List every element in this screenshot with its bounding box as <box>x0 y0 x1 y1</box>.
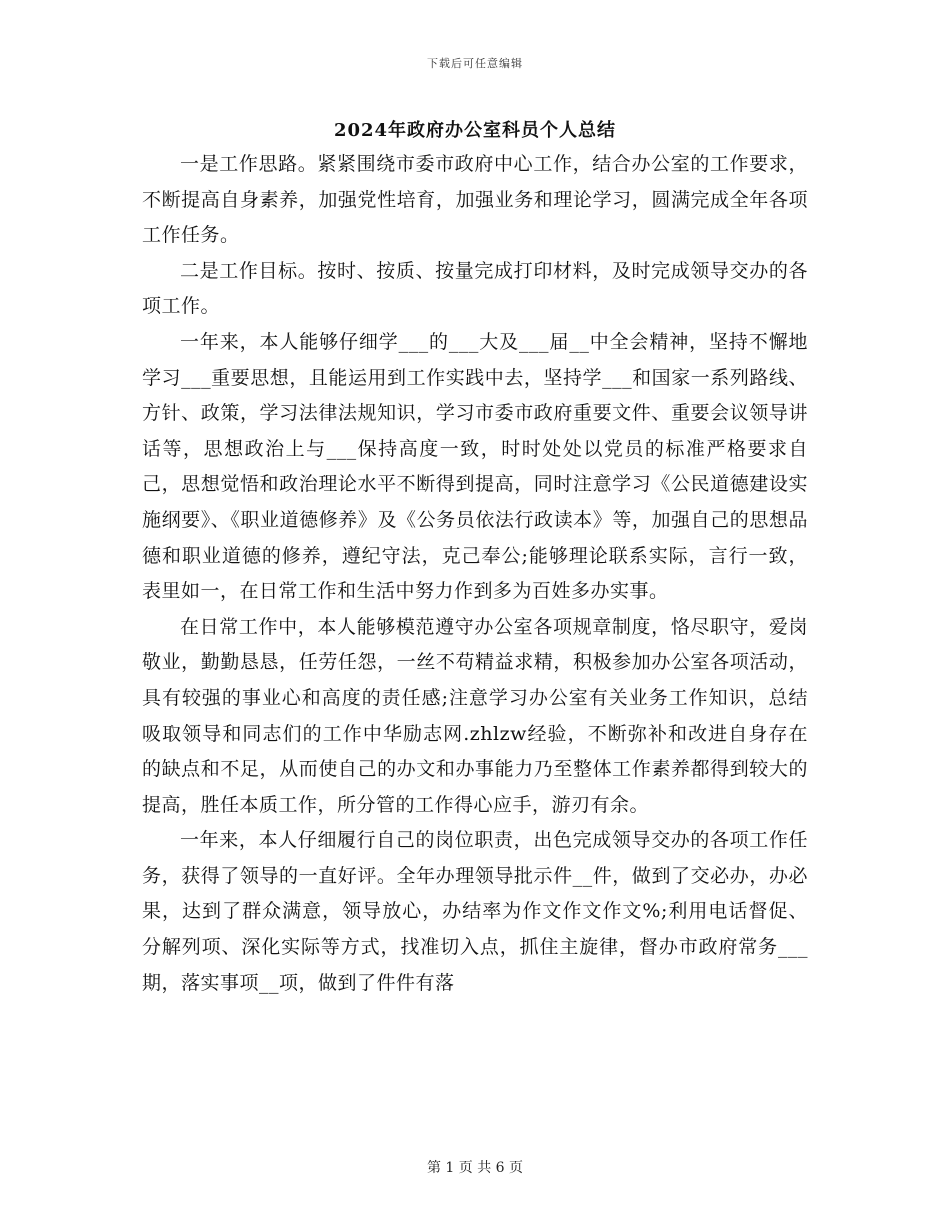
paragraph-political-study: 一年来，本人能够仔细学___的___大及___届__中全会精神，坚持不懈地学习___重要思想，且能运用到工作实践中去，坚持学___和国家一系列路线、方针、政策，学习法律法规知识，学习市委市政府重要文件、重要会议领导讲话等，思想政治上与___保持高度一致，时时处处以党员的标准严格要求自己，思想觉悟和政治理论水平不断得到提高，同时注意学习《公民道德建设实施纲要》、《职业道德修养》及《公务员依法行政读本》等，加强自己的思想品德和职业道德的修养，遵纪守法，克己奉公;能够理论联系实际，言行一致，表里如一，在日常工作和生活中努力作到多为百姓多办实事。 <box>142 330 808 603</box>
paragraph-work-goals: 二是工作目标。按时、按质、按量完成打印材料，及时完成领导交办的各项工作。 <box>142 259 808 318</box>
paragraph-daily-work: 在日常工作中，本人能够模范遵守办公室各项规章制度，恪尽职守，爱岗敬业，勤勤恳恳，任劳任怨，一丝不苟精益求精，积极参加办公室各项活动，具有较强的事业心和高度的责任感;注意学习办公室有关业务工作知识，总结吸取领导和同志们的工作中华励志网.zhlzw经验，不断弥补和改进自身存在的缺点和不足，从而使自己的办文和办事能力乃至整体工作素养都得到较大的提高，胜任本质工作，所分管的工作得心应手，游刃有余。 <box>142 615 808 816</box>
paragraph-work-approach: 一是工作思路。紧紧围绕市委市政府中心工作，结合办公室的工作要求，不断提高自身素养，加强党性培育，加强业务和理论学习，圆满完成全年各项工作任务。 <box>142 153 808 247</box>
page-header-note: 下载后可任意编辑 <box>427 57 523 70</box>
page-number: 第 1 页 共 6 页 <box>426 1160 524 1176</box>
paragraph-duties-performance: 一年来，本人仔细履行自己的岗位职责，出色完成领导交办的各项工作任务，获得了领导的一直好评。全年办理领导批示件__件，做到了交必办，办必果，达到了群众满意，领导放心，办结率为作文作文作文%;利用电话督促、分解列项、深化实际等方式，找准切入点，抓住主旋律，督办市政府常务___期，落实事项__项，做到了件件有落 <box>142 829 808 994</box>
document-body <box>142 147 808 1001</box>
document-title: 2024年政府办公室科员个人总结 <box>333 120 617 141</box>
